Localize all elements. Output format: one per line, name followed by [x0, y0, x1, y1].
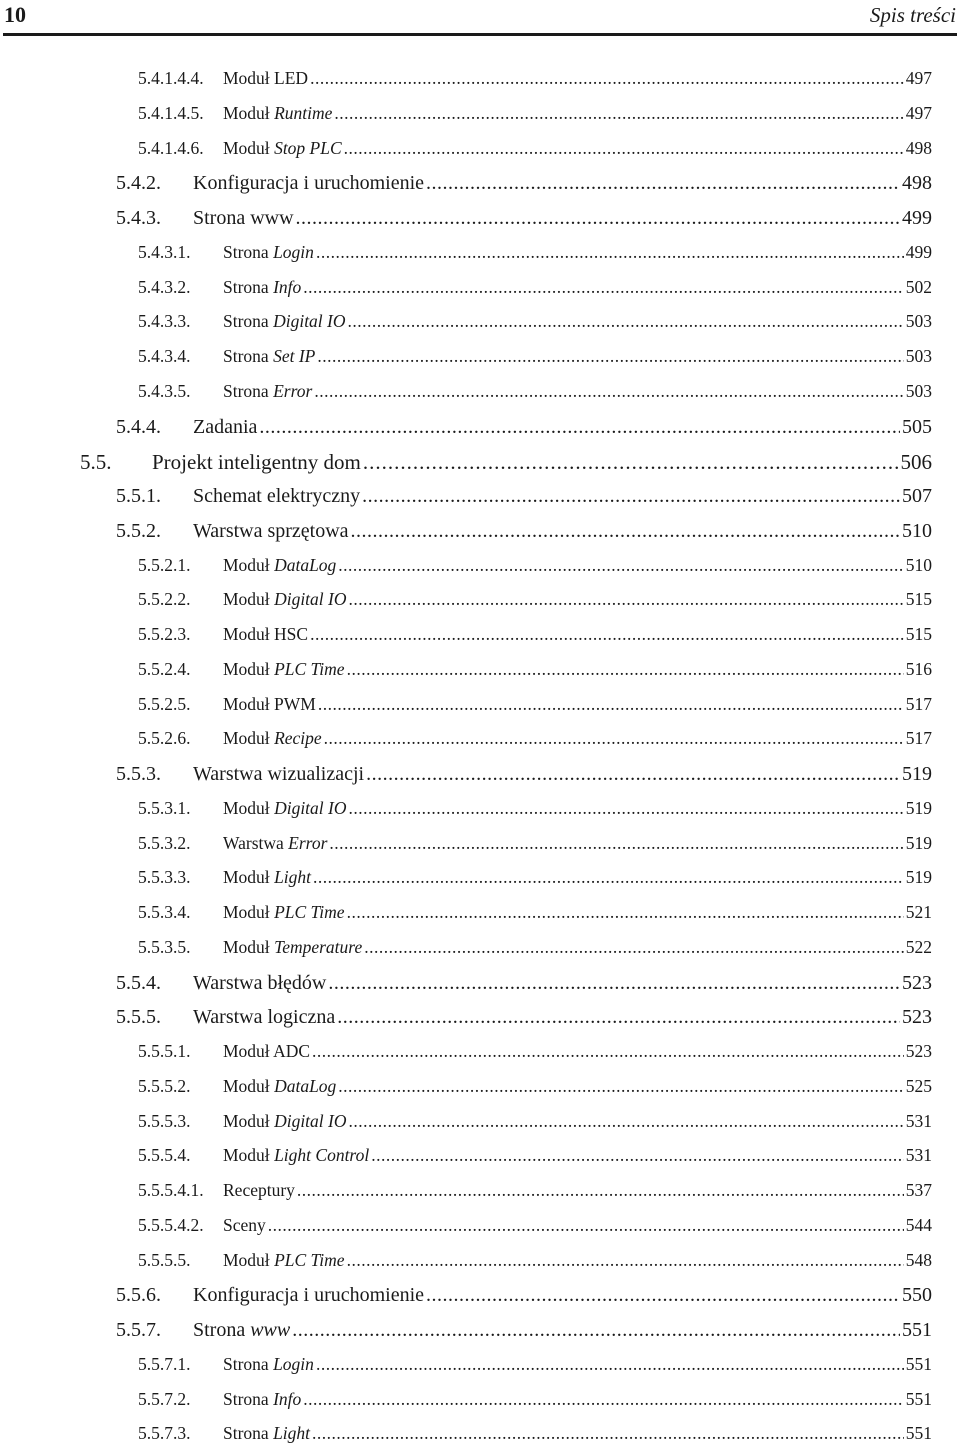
toc-entry-page: 522 — [905, 936, 932, 957]
toc-entry-title-italic: Temperature — [274, 936, 363, 957]
toc-entry-title — [223, 1354, 314, 1375]
toc-entry-title-text: Moduł — [223, 902, 275, 922]
toc-entry[interactable] — [138, 68, 932, 89]
toc-entry-page: 551 — [905, 1423, 932, 1444]
toc-entry-title-italic: PLC Time — [274, 902, 345, 922]
toc-entry[interactable] — [138, 624, 932, 645]
toc-entry-number: 5.5.5.2. — [138, 1075, 191, 1096]
dot-leader — [318, 694, 904, 715]
toc-entry-number: 5.5.5.5. — [138, 1249, 191, 1270]
toc-entry-title — [223, 1250, 345, 1271]
toc-entry-title-italic: DataLog — [274, 1075, 337, 1096]
toc-entry-title-text: Moduł — [223, 1075, 275, 1096]
toc-entry-title — [223, 937, 362, 958]
dot-leader — [328, 972, 900, 995]
toc-entry-number: 5.5.2. — [116, 519, 161, 542]
toc-entry-number: 5.4.3.1. — [138, 241, 191, 262]
toc-entry-title-italic: Login — [273, 241, 314, 262]
toc-entry[interactable] — [138, 589, 932, 610]
toc-entry-title-text: Moduł — [223, 797, 275, 818]
toc-entry-title-text: Moduł — [223, 1110, 275, 1131]
toc-entry-title-text: Konfiguracja i uruchomienie — [193, 172, 425, 195]
toc-entry-page: 505 — [902, 415, 932, 438]
toc-entry[interactable] — [138, 555, 932, 576]
toc-entry-number: 5.5.2.5. — [138, 693, 191, 714]
toc-entry-title — [223, 1041, 310, 1062]
toc-entry-title-italic: www — [250, 1319, 291, 1341]
toc-entry[interactable] — [138, 902, 932, 923]
toc-entry-number: 5.5.4. — [116, 971, 161, 994]
dot-leader — [292, 1319, 900, 1342]
dot-leader — [348, 311, 904, 332]
dot-leader — [364, 937, 904, 958]
toc-entry-title — [223, 1076, 336, 1097]
dot-leader — [296, 207, 900, 230]
toc-entry[interactable] — [138, 138, 932, 159]
dot-leader — [334, 103, 903, 124]
toc-entry[interactable] — [138, 1250, 932, 1271]
toc-entry-title-text: Strona — [223, 1388, 274, 1409]
toc-entry[interactable] — [116, 1319, 932, 1342]
toc-entry-title-text: Konfiguracja i uruchomienie — [193, 1284, 425, 1307]
toc-entry-number: 5.5.1. — [116, 485, 161, 507]
toc-entry-title-italic: Stop PLC — [274, 137, 342, 158]
toc-entry[interactable] — [116, 1006, 932, 1029]
toc-entry-title-text: Moduł — [223, 589, 275, 610]
toc-entry-title-text: Moduł — [223, 867, 275, 888]
toc-entry-title — [223, 68, 308, 89]
toc-entry-number: 5.5.5.1. — [138, 1041, 191, 1061]
toc-entry-title-italic: Light — [274, 867, 312, 888]
dot-leader — [337, 1006, 900, 1029]
toc-entry-number: 5.5.2.4. — [138, 658, 191, 679]
toc-entry-number: 5.4.1.4.4. — [138, 68, 204, 88]
toc-entry-title-text: Moduł — [223, 102, 275, 123]
toc-entry-title-text: Warstwa wizualizacji — [193, 763, 365, 785]
toc-entry-title — [223, 555, 336, 576]
toc-entry-page: 523 — [905, 1041, 932, 1061]
toc-entry-page: 548 — [905, 1249, 932, 1270]
toc-entry[interactable] — [138, 1354, 932, 1375]
dot-leader — [347, 902, 904, 923]
dot-leader — [366, 763, 900, 786]
dot-leader — [426, 1284, 900, 1307]
toc-entry-number: 5.5.3. — [116, 763, 161, 785]
toc-entry-title-italic: PLC Time — [274, 1249, 345, 1270]
toc-entry-title — [223, 902, 345, 923]
toc-entry-page: 503 — [905, 311, 932, 332]
toc-entry[interactable] — [138, 694, 932, 715]
toc-entry[interactable] — [138, 1180, 932, 1201]
toc-entry-title-italic: Light Control — [274, 1145, 370, 1166]
dot-leader — [312, 1423, 904, 1444]
toc-entry-title — [193, 972, 326, 995]
toc-entry-page: 506 — [900, 450, 932, 475]
toc-entry-title-text: Warstwa logiczna — [193, 1006, 336, 1029]
toc-entry-title — [223, 833, 327, 854]
toc-entry-page: 503 — [905, 346, 932, 366]
toc-entry-page: 521 — [905, 902, 932, 922]
toc-entry-title — [223, 1423, 310, 1444]
dot-leader — [297, 1180, 904, 1201]
toc-entry-number: 5.5.3.1. — [138, 797, 191, 818]
toc-entry-number: 5.5.5.3. — [138, 1110, 191, 1131]
toc-entry-page: 537 — [905, 1180, 932, 1200]
toc-entry-number: 5.4.3.5. — [138, 380, 191, 401]
toc-entry-title — [193, 207, 294, 230]
toc-entry-title — [223, 103, 332, 124]
dot-leader — [303, 277, 903, 298]
toc-entry-number: 5.5.3.2. — [138, 832, 191, 853]
toc-entry[interactable] — [138, 242, 932, 263]
toc-entry[interactable] — [138, 833, 932, 854]
toc-entry-number: 5.5.3.4. — [138, 902, 191, 922]
toc-entry-number: 5.5.2.2. — [138, 589, 191, 610]
dot-leader — [313, 867, 904, 888]
toc-entry[interactable] — [138, 346, 932, 367]
toc-entry-title-text: Moduł — [223, 137, 275, 158]
toc-entry-page: 515 — [905, 589, 932, 610]
dot-leader — [426, 172, 900, 195]
toc-entry[interactable] — [138, 1111, 932, 1132]
toc-entry-title-text: Strona — [223, 1353, 274, 1374]
toc-entry[interactable] — [116, 207, 932, 230]
toc-entry-title-italic: Info — [273, 1388, 302, 1409]
toc-entry-page: 551 — [902, 1319, 932, 1341]
toc-entry-title — [223, 798, 347, 819]
toc-entry[interactable] — [80, 450, 932, 475]
toc-entry-title-text: Moduł — [223, 936, 275, 957]
toc-entry-title-text: Strona www — [193, 207, 294, 229]
toc-entry-title-italic: Error — [273, 380, 313, 401]
toc-entry-title — [223, 728, 322, 749]
toc-entry-title-text: Receptury — [223, 1180, 295, 1200]
dot-leader — [316, 242, 904, 263]
dot-leader — [338, 1076, 903, 1097]
dot-leader — [349, 1111, 904, 1132]
toc-entry-title — [193, 763, 364, 786]
toc-entry-title-italic: Digital IO — [273, 311, 346, 332]
toc-entry[interactable] — [138, 311, 932, 332]
toc-entry-title-text: Strona — [223, 346, 274, 366]
toc-entry-page: 551 — [905, 1388, 932, 1409]
toc-entry[interactable] — [116, 1284, 932, 1307]
toc-entry-number: 5.5.7.1. — [138, 1353, 191, 1374]
toc-entry[interactable] — [138, 659, 932, 680]
dot-leader — [349, 589, 904, 610]
toc-entry-title — [223, 624, 308, 645]
toc-entry-title-text: Moduł — [223, 728, 275, 749]
toc-entry-title — [223, 311, 346, 332]
toc-entry[interactable] — [138, 1145, 932, 1166]
toc-entry[interactable] — [116, 416, 932, 439]
toc-entry-page: 497 — [905, 102, 932, 123]
toc-entry-page: 499 — [902, 207, 932, 229]
dot-leader — [344, 138, 904, 159]
toc-entry-title — [193, 1319, 290, 1342]
toc-entry-number: 5.5.5.4.1. — [138, 1180, 204, 1200]
toc-entry-page: 507 — [902, 485, 932, 507]
toc-entry-number: 5.4.3.3. — [138, 311, 191, 332]
toc-entry-page: 550 — [902, 1284, 932, 1307]
toc-entry-page: 510 — [902, 519, 932, 542]
dot-leader — [268, 1215, 904, 1236]
toc-entry-number: 5.4.3. — [116, 207, 161, 229]
toc-entry-number: 5.4.2. — [116, 172, 161, 195]
toc-entry-page: 519 — [902, 763, 932, 785]
dot-leader — [338, 555, 903, 576]
toc-entry-page: 503 — [905, 380, 932, 401]
toc-entry-number: 5.5.3.3. — [138, 867, 191, 888]
toc-entry-page: 515 — [905, 624, 932, 644]
toc-entry-title-italic: Set IP — [273, 346, 316, 366]
toc-entry-page: 523 — [902, 1006, 932, 1029]
toc-entry-page: 502 — [905, 276, 932, 297]
toc-entry-page: 544 — [905, 1214, 932, 1235]
toc-entry-title-text: Moduł — [223, 1249, 275, 1270]
toc-entry-number: 5.5.2.3. — [138, 624, 191, 644]
dot-leader — [329, 833, 903, 854]
header-rule — [3, 33, 957, 36]
dot-leader — [312, 1041, 904, 1062]
toc-entry-number: 5.5.5. — [116, 1006, 161, 1029]
toc-entry-title-text: Moduł HSC — [223, 624, 309, 644]
toc-entry-title — [193, 416, 257, 439]
toc-entry-title-italic: Digital IO — [274, 589, 347, 610]
toc-entry-number: 5.5. — [80, 450, 112, 475]
toc-entry-page: 510 — [905, 554, 932, 575]
toc-entry-page: 517 — [905, 728, 932, 749]
section-title: Spis treści — [869, 3, 956, 27]
toc-entry[interactable] — [138, 103, 932, 124]
toc-entry-title — [223, 346, 315, 367]
toc-entry-title-text: Zadania — [193, 415, 258, 438]
toc-entry-title-text: Warstwa sprzętowa — [193, 519, 349, 542]
page-number: 10 — [4, 2, 26, 27]
toc-entry[interactable] — [116, 763, 932, 786]
dot-leader — [310, 68, 904, 89]
toc-entry[interactable] — [138, 1423, 932, 1444]
toc-entry-title-italic: DataLog — [274, 554, 337, 575]
toc-entry-title — [223, 1111, 347, 1132]
toc-entry-title — [223, 1215, 266, 1236]
toc-entry-title-text: Sceny — [223, 1214, 266, 1235]
toc-entry-page: 497 — [905, 68, 932, 88]
toc-entry-title-text: Strona — [223, 276, 274, 297]
toc-entry-title-italic: Info — [273, 276, 302, 297]
toc-entry-number: 5.4.1.4.5. — [138, 102, 204, 123]
toc-entry-title — [193, 485, 360, 508]
toc-entry-number: 5.5.3.5. — [138, 936, 191, 957]
toc-entry-title-text: Moduł ADC — [223, 1041, 311, 1061]
toc-entry-title — [223, 242, 314, 263]
toc-entry-page: 516 — [905, 658, 932, 679]
toc-entry-title-italic: Digital IO — [274, 1110, 347, 1131]
toc-entry-number: 5.4.3.2. — [138, 276, 191, 297]
toc-entry-number: 5.5.2.6. — [138, 728, 191, 749]
toc-entry-page: 525 — [905, 1075, 932, 1096]
toc-entry-title-text: Strona — [193, 1319, 251, 1341]
toc-entry[interactable] — [138, 1389, 932, 1410]
dot-leader — [362, 485, 900, 508]
toc-entry-title — [223, 277, 301, 298]
toc-entry-title-text: Strona — [223, 311, 274, 332]
toc-entry[interactable] — [138, 1041, 932, 1062]
toc-entry-title-text: Moduł PWM — [223, 693, 316, 714]
toc-entry-title-text: Strona — [223, 1423, 274, 1444]
toc-entry-title — [223, 138, 342, 159]
toc-entry[interactable] — [138, 1076, 932, 1097]
dot-leader — [310, 624, 904, 645]
dot-leader — [324, 728, 904, 749]
toc-entry-page: 551 — [905, 1353, 932, 1374]
toc-entry-title — [223, 659, 345, 680]
toc-entry-page: 498 — [905, 137, 932, 158]
toc-entry-number: 5.5.7.2. — [138, 1388, 191, 1409]
toc-entry-title-text: Strona — [223, 241, 274, 262]
toc-entry-number: 5.4.1.4.6. — [138, 137, 204, 158]
toc-entry-title-italic: PLC Time — [274, 658, 345, 679]
toc-entry-title-text: Warstwa błędów — [193, 971, 327, 994]
toc-entry-title — [223, 694, 316, 715]
toc-entry-title — [193, 172, 424, 195]
toc-entry-page: 498 — [902, 172, 932, 195]
toc-entry-title-text: Moduł — [223, 658, 275, 679]
toc-entry-number: 5.5.5.4. — [138, 1145, 191, 1166]
toc-entry[interactable] — [116, 972, 932, 995]
toc-entry-title-text: Moduł LED — [223, 68, 309, 88]
toc-entry[interactable] — [138, 867, 932, 888]
toc-entry-title — [223, 1145, 369, 1166]
dot-leader — [349, 798, 904, 819]
toc-entry[interactable] — [138, 381, 932, 402]
toc-entry-title — [223, 1180, 295, 1201]
toc-entry-title-text: Strona — [223, 380, 274, 401]
toc-entry-title-italic: Runtime — [274, 102, 333, 123]
toc-entry-page: 519 — [905, 832, 932, 853]
toc-entry-title — [193, 1284, 424, 1307]
toc-entry-title-text: Projekt inteligentny dom — [152, 450, 361, 475]
dot-leader — [351, 520, 900, 543]
toc-entry[interactable] — [138, 798, 932, 819]
toc-entry-page: 531 — [905, 1110, 932, 1131]
toc-entry-number: 5.4.3.4. — [138, 346, 191, 366]
toc-entry-number: 5.4.4. — [116, 415, 161, 438]
toc-entry[interactable] — [138, 937, 932, 958]
toc-entry-page: 519 — [905, 867, 932, 888]
toc-entry[interactable] — [116, 485, 932, 508]
toc-entry-title — [223, 381, 312, 402]
page-header — [4, 0, 956, 34]
toc-entry-page: 499 — [905, 241, 932, 262]
dot-leader — [363, 450, 899, 475]
toc-entry[interactable] — [138, 1215, 932, 1236]
toc-entry-title-italic: Error — [288, 832, 328, 853]
toc-entry-title — [223, 867, 311, 888]
toc-entry-number: 5.5.6. — [116, 1284, 161, 1307]
toc-entry-page: 531 — [905, 1145, 932, 1166]
dot-leader — [347, 659, 904, 680]
toc-entry[interactable] — [116, 172, 932, 195]
toc-entry-title — [152, 450, 361, 475]
toc-entry-title — [223, 1389, 301, 1410]
toc-entry[interactable] — [138, 277, 932, 298]
toc-entry[interactable] — [116, 520, 932, 543]
toc-entry-number: 5.5.7.3. — [138, 1423, 191, 1444]
toc-entry-title — [223, 589, 347, 610]
toc-entry-page: 523 — [902, 971, 932, 994]
toc-entry-title-italic: Light — [273, 1423, 311, 1444]
toc-entry-page: 517 — [905, 693, 932, 714]
toc-entry-number: 5.5.2.1. — [138, 554, 191, 575]
toc-entry-title-italic: Login — [273, 1353, 314, 1374]
toc-entry-page: 519 — [905, 797, 932, 818]
toc-entry-number: 5.5.7. — [116, 1319, 161, 1341]
dot-leader — [317, 346, 903, 367]
toc-entry-title-italic: Recipe — [274, 728, 322, 749]
toc-entry-title-text: Warstwa — [223, 832, 289, 853]
toc-entry-title-text: Schemat elektryczny — [193, 485, 361, 507]
dot-leader — [303, 1389, 903, 1410]
toc-entry-title-text: Moduł — [223, 554, 275, 575]
toc-entry-number: 5.5.5.4.2. — [138, 1214, 204, 1235]
toc-entry-title-text: Moduł — [223, 1145, 275, 1166]
dot-leader — [259, 416, 900, 439]
dot-leader — [347, 1250, 904, 1271]
toc-entry-title — [193, 520, 349, 543]
toc-entry-title — [193, 1006, 335, 1029]
toc-entry[interactable] — [138, 728, 932, 749]
dot-leader — [314, 381, 903, 402]
dot-leader — [316, 1354, 904, 1375]
toc-entry-title-italic: Digital IO — [274, 797, 347, 818]
dot-leader — [371, 1145, 904, 1166]
